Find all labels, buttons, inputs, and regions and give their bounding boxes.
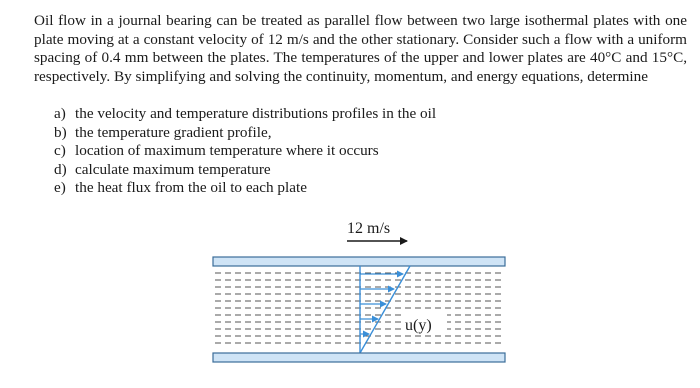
- lower-stationary-plate: [213, 353, 505, 362]
- couette-flow-figure: [205, 210, 515, 380]
- task-item-a: [54, 105, 436, 124]
- velocity-profile: [360, 266, 410, 353]
- velocity-profile-label: u(y): [405, 317, 432, 334]
- profile-line: [360, 266, 410, 353]
- task-item-b: [54, 124, 436, 143]
- task-marker: a): [54, 105, 66, 122]
- task-text: location of maximum temperature where it occurs: [75, 142, 379, 160]
- task-list: [54, 105, 436, 198]
- task-text: the temperature gradient profile,: [75, 123, 272, 141]
- task-marker: d): [54, 160, 67, 178]
- task-item-c: [54, 142, 436, 161]
- task-text: calculate maximum temperature: [75, 160, 271, 178]
- couette-flow-diagram: [205, 210, 515, 380]
- task-marker: e): [54, 179, 66, 197]
- task-marker: b): [54, 123, 67, 141]
- task-item-e: [54, 179, 436, 198]
- problem-statement: Oil flow in a journal bearing can be treated as parallel flow between two large isothermal plates with one plate moving at a constant velocity of 12 m/s and the other stationary. Consider such a flow with a uniform spacing of 0.4 mm between the plates. The temperatures of the upper and lower plates are 40°C and 15°C, respectively. By simplifying and solving the continuity, momentum, and energy equations, determine: [34, 12, 687, 85]
- task-marker: c): [54, 142, 66, 160]
- task-item-d: [54, 161, 436, 180]
- plate-velocity-label: 12 m/s: [347, 220, 391, 237]
- task-text: the heat flux from the oil to each plate: [75, 179, 307, 197]
- upper-moving-plate: [213, 257, 505, 266]
- task-text: the velocity and temperature distributions profiles in the oil: [75, 105, 437, 122]
